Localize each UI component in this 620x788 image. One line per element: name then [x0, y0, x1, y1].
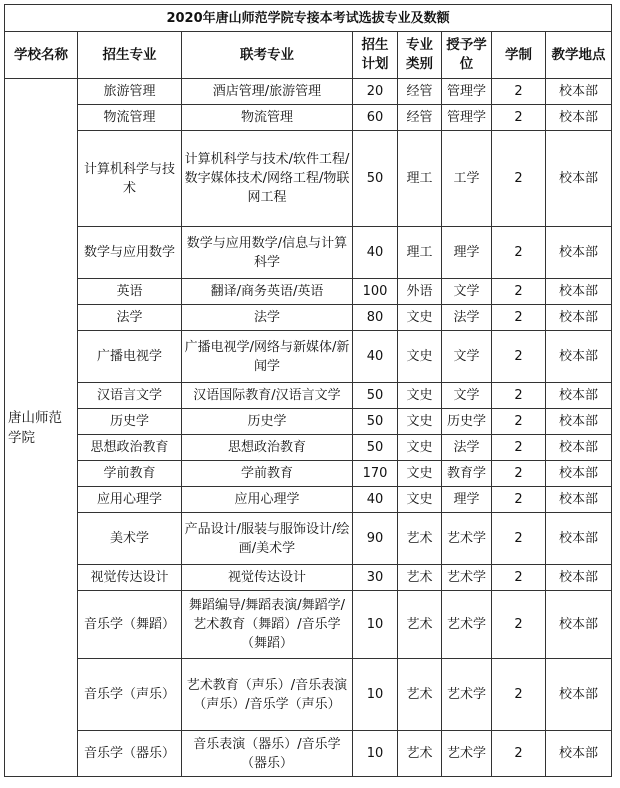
place-cell: 校本部	[546, 461, 612, 487]
exam-major-cell: 产品设计/服装与服饰设计/绘画/美术学	[182, 513, 353, 565]
category-cell: 文史	[398, 435, 442, 461]
admissions-table	[4, 4, 612, 777]
place-cell: 校本部	[546, 591, 612, 659]
table-row	[5, 131, 612, 227]
years-cell: 2	[492, 331, 546, 383]
plan-cell: 100	[353, 279, 398, 305]
header-place: 教学地点	[546, 32, 612, 79]
exam-major-cell: 物流管理	[182, 105, 353, 131]
place-cell: 校本部	[546, 565, 612, 591]
plan-cell: 40	[353, 227, 398, 279]
years-cell: 2	[492, 731, 546, 777]
degree-cell: 管理学	[442, 79, 492, 105]
place-cell: 校本部	[546, 79, 612, 105]
years-cell: 2	[492, 383, 546, 409]
header-major: 招生专业	[78, 32, 182, 79]
years-cell: 2	[492, 659, 546, 731]
category-cell: 文史	[398, 461, 442, 487]
table-row	[5, 591, 612, 659]
table-row	[5, 227, 612, 279]
header-exam-major: 联考专业	[182, 32, 353, 79]
plan-cell: 10	[353, 591, 398, 659]
major-cell: 英语	[78, 279, 182, 305]
degree-cell: 艺术学	[442, 731, 492, 777]
degree-cell: 历史学	[442, 409, 492, 435]
years-cell: 2	[492, 305, 546, 331]
plan-cell: 50	[353, 409, 398, 435]
place-cell: 校本部	[546, 487, 612, 513]
place-cell: 校本部	[546, 383, 612, 409]
degree-cell: 文学	[442, 279, 492, 305]
degree-cell: 理学	[442, 227, 492, 279]
degree-cell: 理学	[442, 487, 492, 513]
major-cell: 思想政治教育	[78, 435, 182, 461]
plan-cell: 50	[353, 131, 398, 227]
major-cell: 计算机科学与技术	[78, 131, 182, 227]
school-name-cell: 唐山师范学院	[5, 79, 78, 777]
years-cell: 2	[492, 513, 546, 565]
table-row	[5, 461, 612, 487]
years-cell: 2	[492, 565, 546, 591]
major-cell: 历史学	[78, 409, 182, 435]
category-cell: 理工	[398, 227, 442, 279]
category-cell: 文史	[398, 305, 442, 331]
table-row	[5, 487, 612, 513]
category-cell: 艺术	[398, 591, 442, 659]
years-cell: 2	[492, 279, 546, 305]
place-cell: 校本部	[546, 305, 612, 331]
place-cell: 校本部	[546, 513, 612, 565]
major-cell: 美术学	[78, 513, 182, 565]
years-cell: 2	[492, 409, 546, 435]
degree-cell: 艺术学	[442, 659, 492, 731]
header-row	[5, 32, 612, 79]
place-cell: 校本部	[546, 105, 612, 131]
table-row	[5, 435, 612, 461]
exam-major-cell: 广播电视学/网络与新媒体/新闻学	[182, 331, 353, 383]
exam-major-cell: 历史学	[182, 409, 353, 435]
degree-cell: 艺术学	[442, 513, 492, 565]
category-cell: 艺术	[398, 565, 442, 591]
plan-cell: 60	[353, 105, 398, 131]
place-cell: 校本部	[546, 131, 612, 227]
plan-cell: 50	[353, 383, 398, 409]
years-cell: 2	[492, 105, 546, 131]
table-row	[5, 279, 612, 305]
category-cell: 文史	[398, 409, 442, 435]
major-cell: 音乐学（声乐）	[78, 659, 182, 731]
exam-major-cell: 艺术教育（声乐）/音乐表演（声乐）/音乐学（声乐）	[182, 659, 353, 731]
plan-cell: 50	[353, 435, 398, 461]
degree-cell: 艺术学	[442, 591, 492, 659]
plan-cell: 80	[353, 305, 398, 331]
major-cell: 物流管理	[78, 105, 182, 131]
major-cell: 法学	[78, 305, 182, 331]
major-cell: 音乐学（舞蹈）	[78, 591, 182, 659]
major-cell: 数学与应用数学	[78, 227, 182, 279]
table-row	[5, 105, 612, 131]
category-cell: 文史	[398, 383, 442, 409]
header-degree: 授予学位	[442, 32, 492, 79]
exam-major-cell: 计算机科学与技术/软件工程/数字媒体技术/网络工程/物联网工程	[182, 131, 353, 227]
category-cell: 理工	[398, 131, 442, 227]
category-cell: 经管	[398, 79, 442, 105]
table-row	[5, 331, 612, 383]
header-school: 学校名称	[5, 32, 78, 79]
degree-cell: 法学	[442, 305, 492, 331]
category-cell: 艺术	[398, 731, 442, 777]
exam-major-cell: 应用心理学	[182, 487, 353, 513]
exam-major-cell: 音乐表演（器乐）/音乐学（器乐）	[182, 731, 353, 777]
plan-cell: 170	[353, 461, 398, 487]
major-cell: 应用心理学	[78, 487, 182, 513]
plan-cell: 40	[353, 487, 398, 513]
years-cell: 2	[492, 227, 546, 279]
major-cell: 音乐学（器乐）	[78, 731, 182, 777]
place-cell: 校本部	[546, 409, 612, 435]
category-cell: 外语	[398, 279, 442, 305]
place-cell: 校本部	[546, 279, 612, 305]
degree-cell: 教育学	[442, 461, 492, 487]
category-cell: 经管	[398, 105, 442, 131]
degree-cell: 管理学	[442, 105, 492, 131]
exam-major-cell: 视觉传达设计	[182, 565, 353, 591]
table-title: 2020年唐山师范学院专接本考试选拔专业及数额	[5, 5, 612, 32]
header-plan: 招生计划	[353, 32, 398, 79]
table-row	[5, 409, 612, 435]
category-cell: 艺术	[398, 513, 442, 565]
header-years: 学制	[492, 32, 546, 79]
exam-major-cell: 舞蹈编导/舞蹈表演/舞蹈学/艺术教育（舞蹈）/音乐学（舞蹈）	[182, 591, 353, 659]
category-cell: 文史	[398, 331, 442, 383]
major-cell: 视觉传达设计	[78, 565, 182, 591]
exam-major-cell: 思想政治教育	[182, 435, 353, 461]
plan-cell: 40	[353, 331, 398, 383]
years-cell: 2	[492, 461, 546, 487]
plan-cell: 10	[353, 659, 398, 731]
years-cell: 2	[492, 131, 546, 227]
major-cell: 汉语言文学	[78, 383, 182, 409]
place-cell: 校本部	[546, 731, 612, 777]
major-cell: 学前教育	[78, 461, 182, 487]
exam-major-cell: 学前教育	[182, 461, 353, 487]
table-row	[5, 659, 612, 731]
table-row	[5, 79, 612, 105]
years-cell: 2	[492, 487, 546, 513]
plan-cell: 20	[353, 79, 398, 105]
category-cell: 艺术	[398, 659, 442, 731]
years-cell: 2	[492, 435, 546, 461]
table-row	[5, 565, 612, 591]
degree-cell: 文学	[442, 383, 492, 409]
exam-major-cell: 翻译/商务英语/英语	[182, 279, 353, 305]
exam-major-cell: 酒店管理/旅游管理	[182, 79, 353, 105]
table-row	[5, 513, 612, 565]
plan-cell: 30	[353, 565, 398, 591]
category-cell: 文史	[398, 487, 442, 513]
degree-cell: 文学	[442, 331, 492, 383]
major-cell: 旅游管理	[78, 79, 182, 105]
place-cell: 校本部	[546, 331, 612, 383]
place-cell: 校本部	[546, 435, 612, 461]
exam-major-cell: 数学与应用数学/信息与计算科学	[182, 227, 353, 279]
plan-cell: 90	[353, 513, 398, 565]
plan-cell: 10	[353, 731, 398, 777]
exam-major-cell: 法学	[182, 305, 353, 331]
table-row	[5, 305, 612, 331]
degree-cell: 工学	[442, 131, 492, 227]
header-category: 专业类别	[398, 32, 442, 79]
years-cell: 2	[492, 79, 546, 105]
major-cell: 广播电视学	[78, 331, 182, 383]
exam-major-cell: 汉语国际教育/汉语言文学	[182, 383, 353, 409]
table-row	[5, 383, 612, 409]
place-cell: 校本部	[546, 659, 612, 731]
degree-cell: 艺术学	[442, 565, 492, 591]
table-row	[5, 731, 612, 777]
years-cell: 2	[492, 591, 546, 659]
place-cell: 校本部	[546, 227, 612, 279]
degree-cell: 法学	[442, 435, 492, 461]
